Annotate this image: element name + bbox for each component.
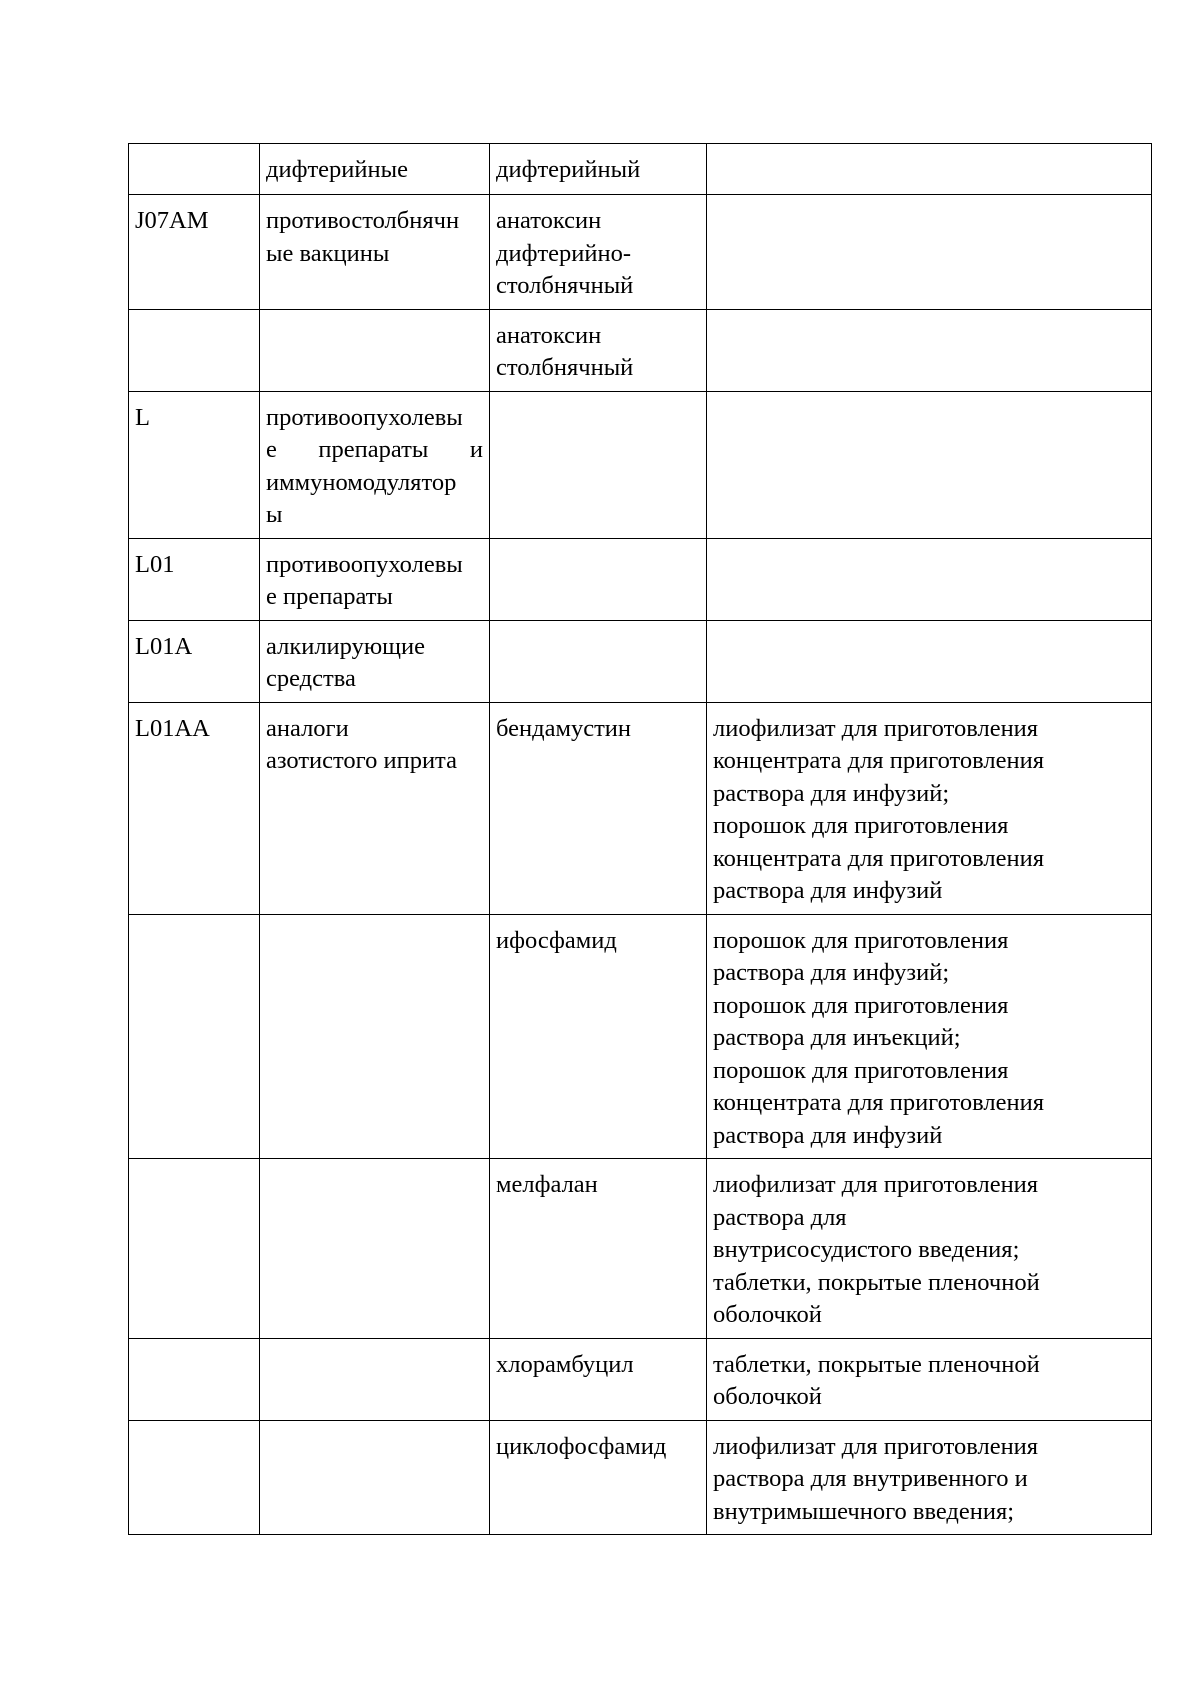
- cell-text-line: столбнячный: [496, 272, 634, 299]
- cell-text-line: противостолбнячн: [266, 207, 460, 234]
- cell-text-line: дифтерийные: [266, 156, 408, 183]
- group-name-cell: [260, 620, 490, 702]
- group-name-cell: [260, 702, 490, 914]
- cell-text-line: L: [135, 403, 150, 431]
- cell-text-line: мелфалан: [496, 1171, 598, 1198]
- table-row: [129, 914, 1152, 1159]
- cell-text-line: [713, 320, 1145, 353]
- atc-code-cell: [129, 1420, 260, 1535]
- cell-text-line: лиофилизат для приготовления: [713, 1432, 1039, 1460]
- cell-text-line: порошок для приготовления: [713, 926, 1009, 954]
- cell-text-line: внутрисосудистого введения;: [713, 1236, 1020, 1263]
- drug-name-cell: [490, 1159, 707, 1339]
- cell-text-line: дифтерийно-: [496, 239, 632, 267]
- atc-code-cell: [129, 309, 260, 391]
- table-row: [129, 391, 1152, 538]
- cell-text-line: [135, 1169, 253, 1202]
- cell-text-line: анатоксин: [496, 207, 602, 234]
- atc-code-cell: [129, 1338, 260, 1420]
- cell-text-line: противоопухолевы: [266, 550, 463, 578]
- cell-text-line: J07AM: [135, 207, 209, 234]
- atc-code-cell: [129, 391, 260, 538]
- group-name-cell: [260, 1338, 490, 1420]
- cell-text-line: [496, 549, 700, 582]
- table-row: [129, 702, 1152, 914]
- dosage-form-cell: [707, 195, 1152, 310]
- atc-code-cell: [129, 195, 260, 310]
- cell-text-line: порошок для приготовления: [713, 812, 1009, 839]
- cell-text-line: оболочкой: [713, 1301, 822, 1328]
- group-name-cell: [260, 195, 490, 310]
- group-name-cell: [260, 1420, 490, 1535]
- cell-text-line: хлорамбуцил: [496, 1350, 634, 1378]
- cell-text-line: [713, 205, 1145, 238]
- cell-text-line: аналоги: [266, 714, 349, 742]
- dosage-form-cell: [707, 1420, 1152, 1535]
- drug-name-cell: [490, 391, 707, 538]
- cell-text-line: раствора для инъекций;: [713, 1024, 961, 1051]
- atc-code-cell: [129, 538, 260, 620]
- cell-text-line: оболочкой: [713, 1383, 822, 1410]
- cell-text-line: таблетки, покрытые пленочной: [713, 1268, 1040, 1296]
- drug-name-cell: [490, 144, 707, 195]
- cell-text-line: [496, 631, 700, 664]
- cell-text-line: ифосфамид: [496, 926, 617, 954]
- cell-text-line: [135, 1431, 253, 1464]
- cell-text-line: раствора для: [713, 1203, 847, 1231]
- table-row: [129, 309, 1152, 391]
- cell-text-line: иммуномодулятор: [266, 468, 457, 496]
- drug-name-cell: [490, 1420, 707, 1535]
- group-name-cell: [260, 144, 490, 195]
- drug-name-cell: [490, 620, 707, 702]
- group-name-cell: [260, 538, 490, 620]
- drug-name-cell: [490, 538, 707, 620]
- table-row: [129, 1420, 1152, 1535]
- cell-text-line: дифтерийный: [496, 156, 641, 183]
- cell-text-line: [713, 631, 1145, 664]
- cell-text-line: ые вакцины: [266, 239, 390, 267]
- cell-text-line: внутримышечного введения;: [713, 1497, 1015, 1525]
- cell-text-line: [135, 1349, 253, 1382]
- cell-text-line: L01: [135, 550, 175, 578]
- cell-text-line: средства: [266, 665, 356, 692]
- cell-text-line: таблетки, покрытые пленочной: [713, 1350, 1040, 1378]
- cell-text-line: лиофилизат для приготовления: [713, 714, 1039, 742]
- cell-text-line: [713, 549, 1145, 582]
- atc-code-cell: [129, 914, 260, 1159]
- cell-text-line: [266, 1349, 483, 1382]
- cell-text-line: азотистого иприта: [266, 747, 457, 774]
- table-row: [129, 620, 1152, 702]
- atc-code-cell: [129, 620, 260, 702]
- cell-text-line: [266, 320, 483, 353]
- cell-text-line: концентрата для приготовления: [713, 844, 1045, 872]
- cell-text-line: анатоксин: [496, 321, 602, 349]
- table-row: [129, 538, 1152, 620]
- atc-code-cell: [129, 702, 260, 914]
- medicines-table-body: [129, 144, 1152, 1535]
- drug-name-cell: [490, 702, 707, 914]
- cell-text-line: е препараты: [266, 583, 393, 610]
- cell-text-line: порошок для приготовления: [713, 1056, 1009, 1084]
- drug-name-cell: [490, 195, 707, 310]
- cell-text-line: L01A: [135, 632, 193, 660]
- dosage-form-cell: [707, 620, 1152, 702]
- drug-name-cell: [490, 914, 707, 1159]
- cell-text-line: е препараты и: [266, 436, 483, 463]
- cell-text-line: [713, 402, 1145, 435]
- cell-text-line: раствора для инфузий;: [713, 779, 950, 807]
- cell-text-line: [135, 925, 253, 958]
- dosage-form-cell: [707, 1338, 1152, 1420]
- table-row: [129, 1338, 1152, 1420]
- cell-text-line: порошок для приготовления: [713, 991, 1009, 1019]
- cell-text-line: [135, 154, 253, 187]
- dosage-form-cell: [707, 914, 1152, 1159]
- group-name-cell: [260, 1159, 490, 1339]
- dosage-form-cell: [707, 702, 1152, 914]
- cell-text-line: [266, 1431, 483, 1464]
- table-row: [129, 195, 1152, 310]
- cell-text-line: раствора для инфузий: [713, 1121, 943, 1149]
- cell-text-line: противоопухолевы: [266, 403, 463, 431]
- cell-text-line: [496, 402, 700, 435]
- group-name-cell: [260, 914, 490, 1159]
- cell-text-line: [713, 154, 1145, 187]
- cell-text-line: раствора для инфузий: [713, 877, 943, 904]
- dosage-form-cell: [707, 144, 1152, 195]
- atc-code-cell: [129, 1159, 260, 1339]
- cell-text-line: столбнячный: [496, 354, 634, 381]
- cell-text-line: лиофилизат для приготовления: [713, 1171, 1039, 1198]
- cell-text-line: концентрата для приготовления: [713, 1089, 1045, 1116]
- cell-text-line: ы: [266, 501, 283, 528]
- drug-name-cell: [490, 309, 707, 391]
- cell-text-line: L01AA: [135, 714, 210, 742]
- table-row: [129, 144, 1152, 195]
- cell-text-line: циклофосфамид: [496, 1432, 667, 1460]
- dosage-form-cell: [707, 538, 1152, 620]
- cell-text-line: [266, 925, 483, 958]
- cell-text-line: [266, 1169, 483, 1202]
- cell-text-line: алкилирующие: [266, 632, 425, 660]
- table-row: [129, 1159, 1152, 1339]
- cell-text-line: бендамустин: [496, 714, 632, 742]
- cell-text-line: концентрата для приготовления: [713, 747, 1045, 774]
- group-name-cell: [260, 391, 490, 538]
- atc-code-cell: [129, 144, 260, 195]
- dosage-form-cell: [707, 1159, 1152, 1339]
- medicines-table: [128, 143, 1152, 1535]
- group-name-cell: [260, 309, 490, 391]
- drug-name-cell: [490, 1338, 707, 1420]
- cell-text-line: [135, 320, 253, 353]
- cell-text-line: раствора для инфузий;: [713, 959, 950, 986]
- dosage-form-cell: [707, 309, 1152, 391]
- cell-text-line: раствора для внутривенного и: [713, 1465, 1028, 1492]
- dosage-form-cell: [707, 391, 1152, 538]
